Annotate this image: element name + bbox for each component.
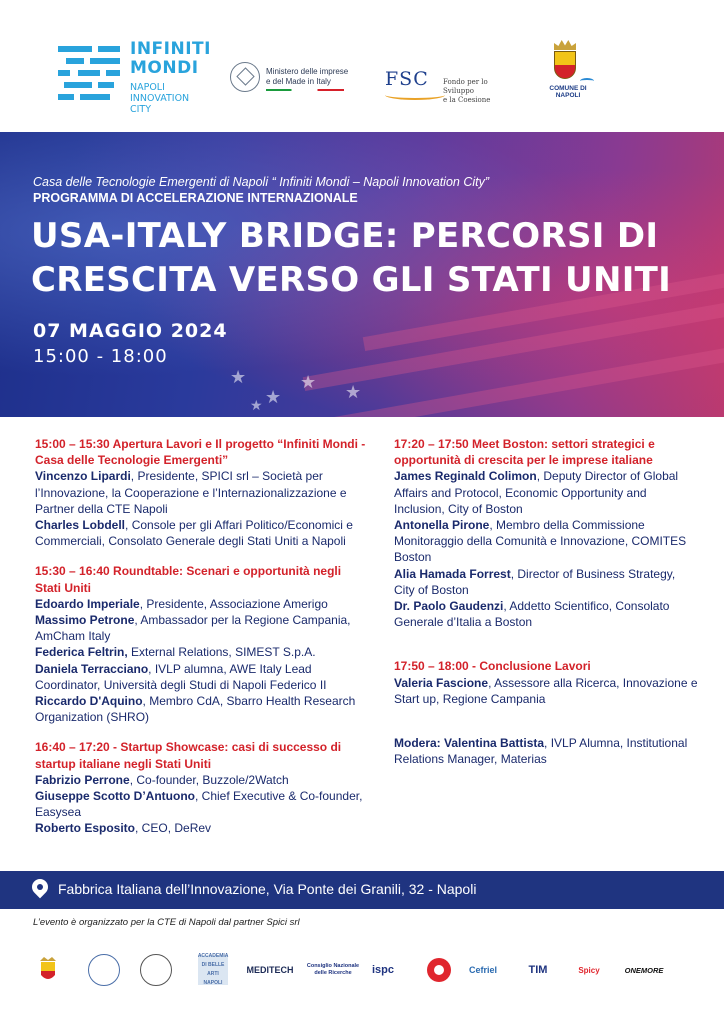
session-roundtable bbox=[35, 563, 370, 725]
speaker-entry: Antonella Pirone, Membro della Commissione Monitoraggio della Comunità e Innovazione, COMITES Boston bbox=[394, 518, 687, 565]
session-meet-boston bbox=[394, 436, 699, 630]
ministry-name: Ministero delle imprese e del Made in Italy bbox=[266, 67, 349, 86]
university-seal-2-icon bbox=[140, 954, 172, 986]
comune-napoli-partner-logo bbox=[36, 955, 60, 985]
session-title: 17:50 – 18:00 - Conclusione Lavori bbox=[394, 659, 591, 674]
italian-emblem-icon bbox=[230, 62, 260, 92]
program-left-column bbox=[35, 436, 370, 851]
ispc-logo: ispc bbox=[371, 963, 394, 976]
hero-banner bbox=[0, 132, 724, 417]
university-seal-icon bbox=[88, 954, 120, 986]
session-title: 15:00 – 15:30 Apertura Lavori e Il progetto “Infiniti Mondi - Casa delle Tecnologie Emergenti” bbox=[35, 437, 366, 468]
speaker-entry: Charles Lobdell, Console per gli Affari Politico/Economici e Commerciali, Consolato Generale degli Stati Uniti a Napoli bbox=[35, 518, 353, 549]
crown-icon bbox=[554, 40, 576, 50]
fsc-wordmark: FSC bbox=[385, 68, 429, 90]
comune-napoli-logo bbox=[538, 40, 598, 100]
page-title: USA-ITALY BRIDGE: PERCORSI DI CRESCITA VERSO GLI STATI UNITI bbox=[31, 216, 672, 300]
wave-icon bbox=[580, 78, 594, 84]
cnr-logo: Consiglio Nazionale delle Ricerche bbox=[306, 963, 360, 976]
session-conclusion bbox=[394, 658, 699, 707]
session-title: 16:40 – 17:20 - Startup Showcase: casi di successo di startup italiane negli Stati Uniti bbox=[35, 740, 342, 771]
red-emblem-logo bbox=[422, 950, 456, 990]
napoli-shield-icon bbox=[554, 51, 576, 79]
event-time: 15:00 - 18:00 bbox=[33, 346, 168, 367]
infiniti-mondi-subline: NAPOLI INNOVATION CITY bbox=[130, 82, 190, 115]
star-icon: ★ bbox=[300, 372, 317, 392]
spici-logo: Spicy bbox=[578, 965, 600, 975]
session-opening bbox=[35, 436, 370, 549]
star-icon: ★ bbox=[265, 387, 282, 407]
tim-logo: TIM bbox=[528, 963, 548, 976]
map-pin-icon bbox=[29, 876, 52, 899]
location-bar bbox=[0, 871, 724, 909]
session-title: 15:30 – 16:40 Roundtable: Scenari e opportunità negli Stati Uniti bbox=[35, 564, 342, 595]
program-right-column bbox=[394, 436, 699, 781]
fsc-logo bbox=[385, 68, 505, 104]
session-moderator bbox=[394, 735, 699, 767]
speaker-entry: Edoardo Imperiale, Presidente, Associazione Amerigo bbox=[35, 596, 328, 611]
star-icon: ★ bbox=[345, 382, 362, 402]
moderator-entry: Modera: Valentina Battista, IVLP Alumna, Institutional Relations Manager, Materias bbox=[394, 736, 688, 767]
spacer bbox=[394, 644, 699, 658]
fsc-swoosh-icon bbox=[385, 90, 445, 100]
organizer-note: L’evento è organizzato per la CTE di Napoli dal partner Spici srl bbox=[33, 917, 300, 928]
cefriel-logo: Cefriel bbox=[468, 964, 497, 975]
red-emblem-icon bbox=[425, 956, 453, 984]
speaker-entry: James Reginald Colimon, Deputy Director of Global Affairs and Protocol, Economic Opportunity and Inclusion, City of Boston bbox=[394, 469, 679, 516]
meditech-logo: MEDITECH bbox=[246, 964, 294, 975]
star-icon: ★ bbox=[250, 397, 263, 413]
speaker-entry: Federica Feltrin, External Relations, SIMEST S.p.A. bbox=[35, 645, 316, 660]
star-icon: ★ bbox=[230, 367, 247, 387]
speaker-entry: Daniela Terracciano, IVLP alumna, AWE Italy Lead Coordinator, Università degli Studi di Napoli Federico II bbox=[35, 661, 327, 692]
location-address: Fabbrica Italiana dell’Innovazione, Via Ponte dei Granili, 32 - Napoli bbox=[58, 881, 477, 897]
italian-flag-stripe bbox=[266, 89, 344, 91]
infiniti-mondi-logo bbox=[56, 38, 211, 115]
partner-logos bbox=[0, 950, 724, 1010]
comune-napoli-label: COMUNE DI NAPOLI bbox=[549, 85, 587, 99]
speaker-entry: Vincenzo Lipardi, Presidente, SPICI srl – Società per l’Innovazione, la Cooperazione e l’Internazionalizzazione e Partner della CTE Napoli bbox=[35, 469, 347, 516]
speaker-entry: Riccardo D'Aquino, Membro CdA, Sbarro Health Research Organization (SHRO) bbox=[35, 694, 356, 725]
hero-program: PROGRAMMA DI ACCELERAZIONE INTERNAZIONALE bbox=[33, 191, 358, 205]
fsc-subline: Fondo per lo Sviluppo e la Coesione bbox=[443, 78, 491, 104]
onemore-logo: ONEMORE bbox=[624, 965, 664, 975]
header-logos bbox=[0, 0, 724, 132]
session-title: 17:20 – 17:50 Meet Boston: settori strategici e opportunità di crescita per le imprese italiane bbox=[394, 437, 655, 468]
speaker-entry: Alia Hamada Forrest, Director of Business Strategy, City of Boston bbox=[394, 566, 676, 597]
ministry-logo bbox=[230, 62, 350, 98]
accademia-logo: ACCADEMIA DI BELLE ARTI NAPOLI bbox=[197, 953, 229, 986]
napoli-shield-icon bbox=[36, 955, 60, 985]
speaker-entry: Fabrizio Perrone, Co-founder, Buzzole/2Watch bbox=[35, 772, 289, 787]
spacer bbox=[394, 721, 699, 735]
session-startup-showcase bbox=[35, 739, 370, 836]
infiniti-mondi-mark-icon bbox=[56, 40, 124, 108]
speaker-entry: Valeria Fascione, Assessore alla Ricerca, Innovazione e Start up, Regione Campania bbox=[394, 675, 698, 706]
speaker-entry: Massimo Petrone, Ambassador per la Regione Campania, AmCham Italy bbox=[35, 613, 351, 644]
hero-subtitle: Casa delle Tecnologie Emergenti di Napoli “ Infiniti Mondi – Napoli Innovation City” bbox=[33, 175, 490, 189]
speaker-entry: Roberto Esposito, CEO, DeRev bbox=[35, 821, 212, 836]
infiniti-mondi-wordmark: INFINITI MONDI bbox=[130, 39, 211, 78]
event-date: 07 MAGGIO 2024 bbox=[33, 320, 228, 342]
speaker-entry: Giuseppe Scotto D’Antuono, Chief Executive & Co-founder, Easysea bbox=[35, 789, 363, 820]
speaker-entry: Dr. Paolo Gaudenzi, Addetto Scientifico, Consolato Generale d’Italia a Boston bbox=[394, 599, 670, 630]
